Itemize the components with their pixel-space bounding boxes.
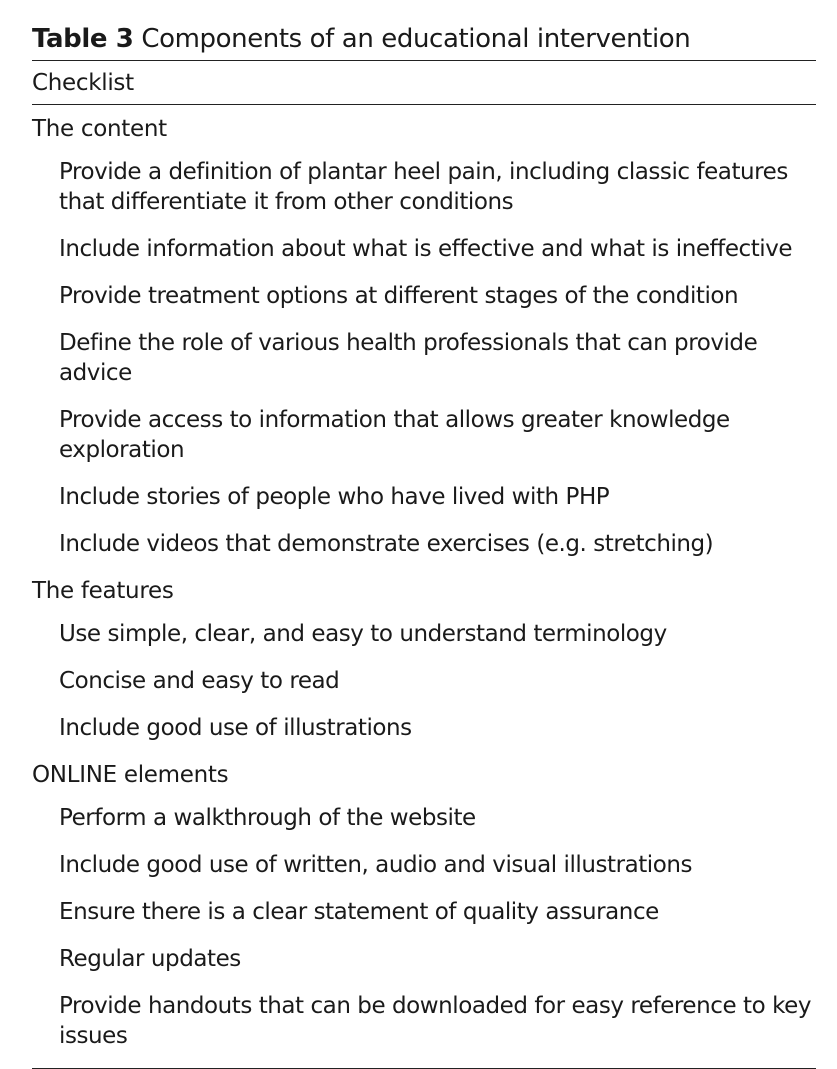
checklist-item: Provide a definition of plantar heel pain, including classic features that differentiate it from other conditions: [59, 159, 788, 215]
checklist-item: Regular updates: [59, 946, 241, 972]
checklist-item: Use simple, clear, and easy to understand terminology: [59, 621, 667, 647]
section-heading: ONLINE elements: [32, 762, 229, 788]
checklist-item: Perform a walkthrough of the website: [59, 805, 476, 831]
checklist-item: Provide access to information that allows greater knowledge exploration: [59, 407, 730, 463]
checklist-item: Include stories of people who have lived with PHP: [59, 484, 610, 510]
section-heading: The features: [32, 578, 174, 604]
checklist-item: Include good use of written, audio and visual illustrations: [59, 852, 693, 878]
table-body: [32, 105, 816, 1068]
column-header-checklist: Checklist: [32, 70, 134, 96]
table-caption-text: Components of an educational intervention: [141, 24, 691, 54]
table-caption-label: Table 3: [32, 24, 134, 54]
checklist-item: Ensure there is a clear statement of quality assurance: [59, 899, 659, 925]
table-caption: [32, 22, 816, 60]
checklist-item: Include good use of illustrations: [59, 715, 412, 741]
checklist-item: Define the role of various health professionals that can provide advice: [59, 330, 758, 386]
checklist-item: Include videos that demonstrate exercises (e.g. stretching): [59, 531, 714, 557]
section-heading: The content: [32, 116, 167, 142]
checklist-item: Provide treatment options at different stages of the condition: [59, 283, 739, 309]
checklist-item: Provide handouts that can be downloaded for easy reference to key issues: [59, 993, 811, 1049]
table-3: [32, 22, 816, 1069]
checklist-item: Concise and easy to read: [59, 668, 340, 694]
checklist-item: Include information about what is effective and what is ineffective: [59, 236, 793, 262]
